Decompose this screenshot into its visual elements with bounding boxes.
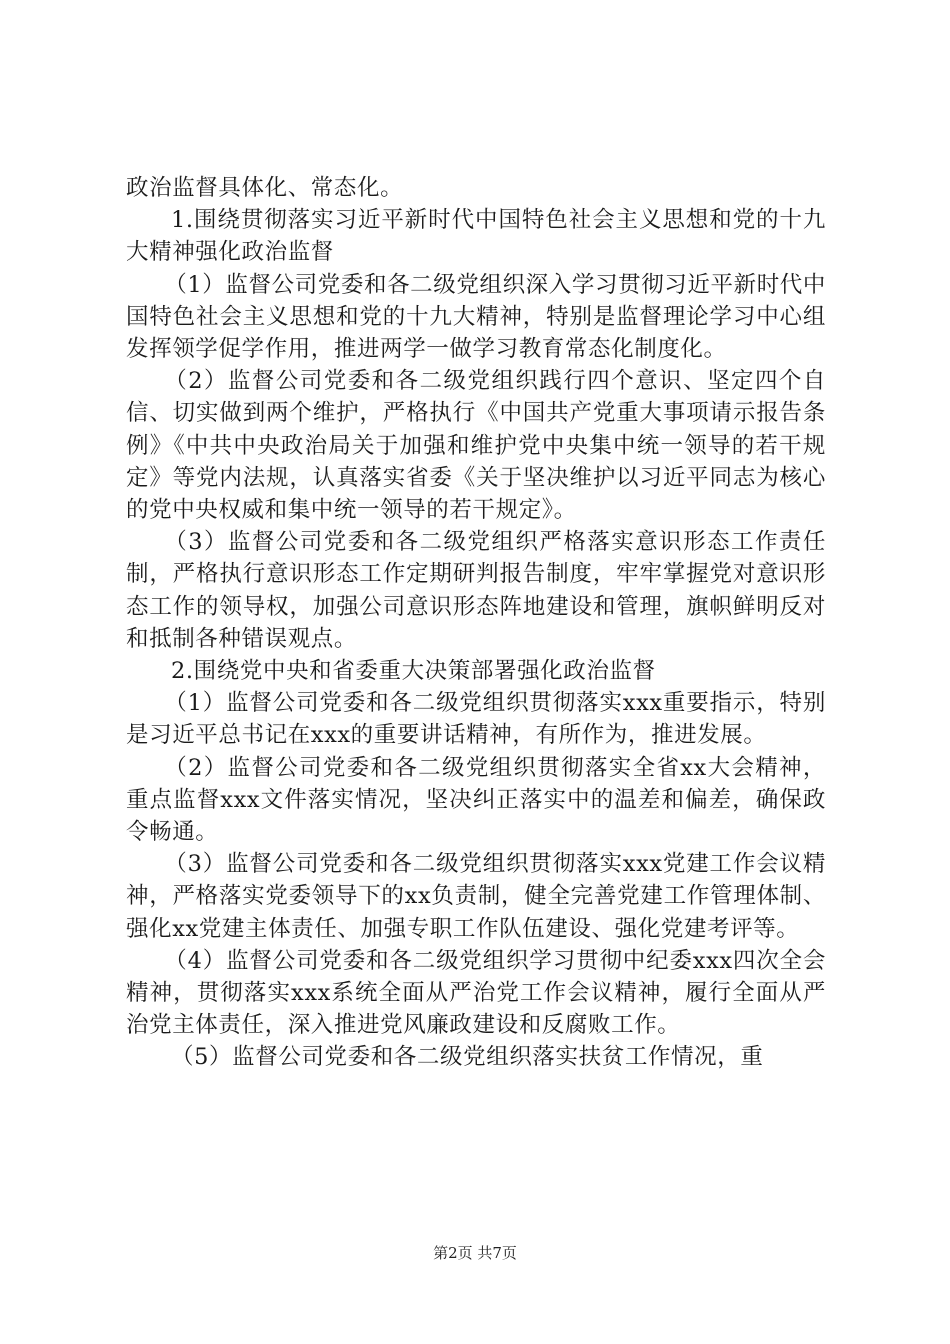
paragraph-continuation: 政治监督具体化、常态化。 [126, 175, 404, 201]
list-item: （5）监督公司党委和各二级党组织落实扶贫工作情况，重 [171, 1044, 764, 1071]
list-item: （3）监督公司党委和各二级党组织严格落实意识形态工作责任制，严格执行意识形态工作定期研判报告制度，牢牢掌握党对意识形态工作的领导权，加强公司意识形态阵地建设和管理，旗帜鲜明反对和抵制各种错误观点。 [126, 529, 826, 652]
list-item: （4）监督公司党委和各二级党组织学习贯彻中纪委xxx四次全会精神，贯彻落实xxx系统全面从严治党工作会议精神，履行全面从严治党主体责任，深入推进党风廉政建设和反腐败工作。 [126, 947, 826, 1039]
list-item: （1）监督公司党委和各二级党组织深入学习贯彻习近平新时代中国特色社会主义思想和党的十九大精神，特别是监督理论学习中心组发挥领学促学作用，推进两学一做学习教育常态化制度化。 [126, 271, 826, 363]
list-item: （2）监督公司党委和各二级党组织贯彻落实全省xx大会精神，重点监督xxx文件落实情况，坚决纠正落实中的温差和偏差，确保政令畅通。 [126, 754, 826, 846]
section-heading-1: 1.围绕贯彻落实习近平新时代中国特色社会主义思想和党的十九大精神强化政治监督 [126, 207, 826, 266]
page-number-footer: 第2页 共7页 [433, 1244, 517, 1262]
section-heading-2: 2.围绕党中央和省委重大决策部署强化政治监督 [171, 658, 656, 685]
document-body [126, 172, 826, 1074]
list-item: （2）监督公司党委和各二级党组织践行四个意识、坚定四个自信、切实做到两个维护，严格执行《中国共产党重大事项请示报告条例》《中共中央政治局关于加强和维护党中央集中统一领导的若干规定》等党内法规，认真落实省委《关于坚决维护以习近平同志为核心的党中央权威和集中统一领导的若干规定》。 [126, 368, 826, 524]
list-item: （3）监督公司党委和各二级党组织贯彻落实xxx党建工作会议精神，严格落实党委领导下的xx负责制，健全完善党建工作管理体制、强化xx党建主体责任、加强专职工作队伍建设、强化党建考评等。 [126, 851, 826, 942]
list-item: （1）监督公司党委和各二级党组织贯彻落实xxx重要指示，特别是习近平总书记在xxx的重要讲话精神，有所作为，推进发展。 [126, 690, 826, 749]
